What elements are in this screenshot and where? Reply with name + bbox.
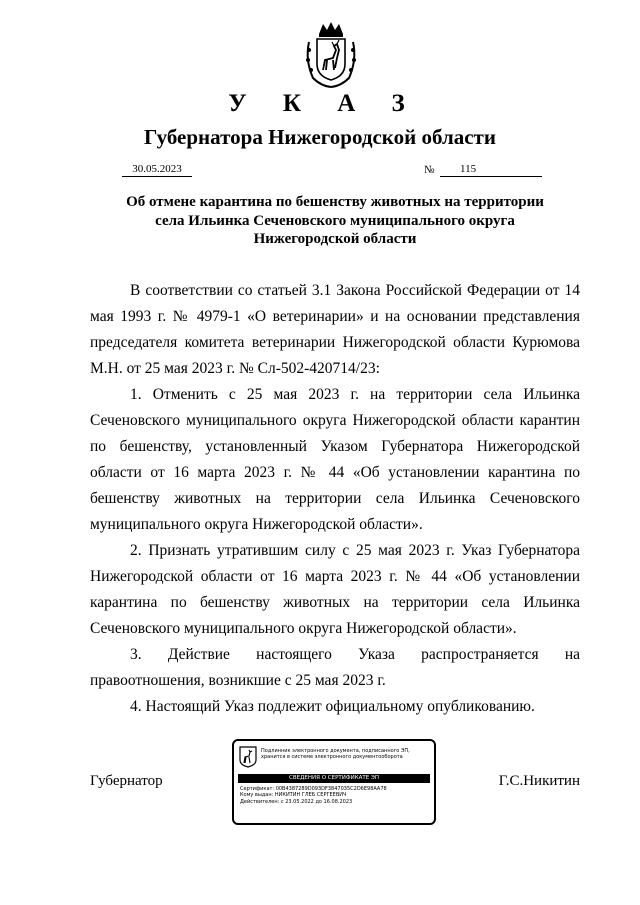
item-paragraph-4: 4. Настоящий Указ подлежит официальному опубликованию. xyxy=(130,698,535,715)
heading-line: села Ильинка Сеченовского муниципального округа xyxy=(155,212,515,229)
document-number: 115 xyxy=(440,163,542,177)
stamp-title-bar: СВЕДЕНИЯ О СЕРТИФИКАТЕ ЭП xyxy=(238,774,430,783)
signatory-position: Губернатор xyxy=(90,773,163,789)
document-heading xyxy=(90,193,580,249)
preamble-paragraph: В соответствии со статьей 3.1 Закона Российской Федерации от 14 мая 1993 г. № 4979-1 «О ветеринарии» и на основании представления председателя комитета ветеринарии Нижегородской области Курюмова М.Н. от 25 мая 2023 г. № Сл-502-420714/23: xyxy=(90,282,580,377)
document-body xyxy=(90,278,580,720)
document-subtitle: Губернатора Нижегородской области xyxy=(144,125,496,149)
certificate-validity: Действителен: с 23.05.2022 до 16.08.2023 xyxy=(240,798,353,805)
certificate-owner: Кому выдан: НИКИТИН ГЛЕБ СЕРГЕЕВИЧ xyxy=(240,792,347,799)
stamp-notice xyxy=(261,748,431,761)
signatory-name: Г.С.Никитин xyxy=(498,773,580,789)
item-paragraph-2: 2. Признать утратившим силу с 25 мая 2023 г. Указ Губернатора Нижегородской области от 16 марта 2023 г. № 44 «Об установлении карантина по бешенству животных на территории села Ильинка Сеченовского муниципального округа Нижегородской области». xyxy=(90,542,580,637)
deer-emblem-icon xyxy=(239,746,257,768)
stamp-details xyxy=(240,786,430,805)
stamp-notice-line: хранится в системе электронного документооборота xyxy=(261,754,403,761)
certificate-id: Сертификат: 00B4387289D093DF3847035C2D6E98AA78 xyxy=(240,786,387,792)
number-label: № xyxy=(424,164,435,176)
heading-line: Нижегородской области xyxy=(253,231,417,247)
item-paragraph-3: 3. Действие настоящего Указа распространяется на правоотношения, возникшие с 25 мая 2023 г. xyxy=(90,646,580,689)
document-title: У К А З xyxy=(228,90,420,117)
stamp-notice-line: Подлинник электронного документа, подписанного ЭП, xyxy=(261,748,410,754)
e-signature-stamp xyxy=(232,739,436,825)
document-date: 30.05.2023 xyxy=(122,163,192,177)
item-paragraph-1: 1. Отменить с 25 мая 2023 г. на территории села Ильинка Сеченовского муниципального округа Нижегородской области карантин по бешенству, установленный Указом Губернатора Нижегородской области от 16 марта 2023 г. № 44 «Об установлении карантина по бешенству животных на территории села Ильинка Сеченовского муниципального округа Нижегородской области». xyxy=(90,386,580,533)
nizhny-novgorod-coat-of-arms-icon xyxy=(301,20,361,90)
heading-line: Об отмене карантина по бешенству животных на территории xyxy=(126,194,544,210)
